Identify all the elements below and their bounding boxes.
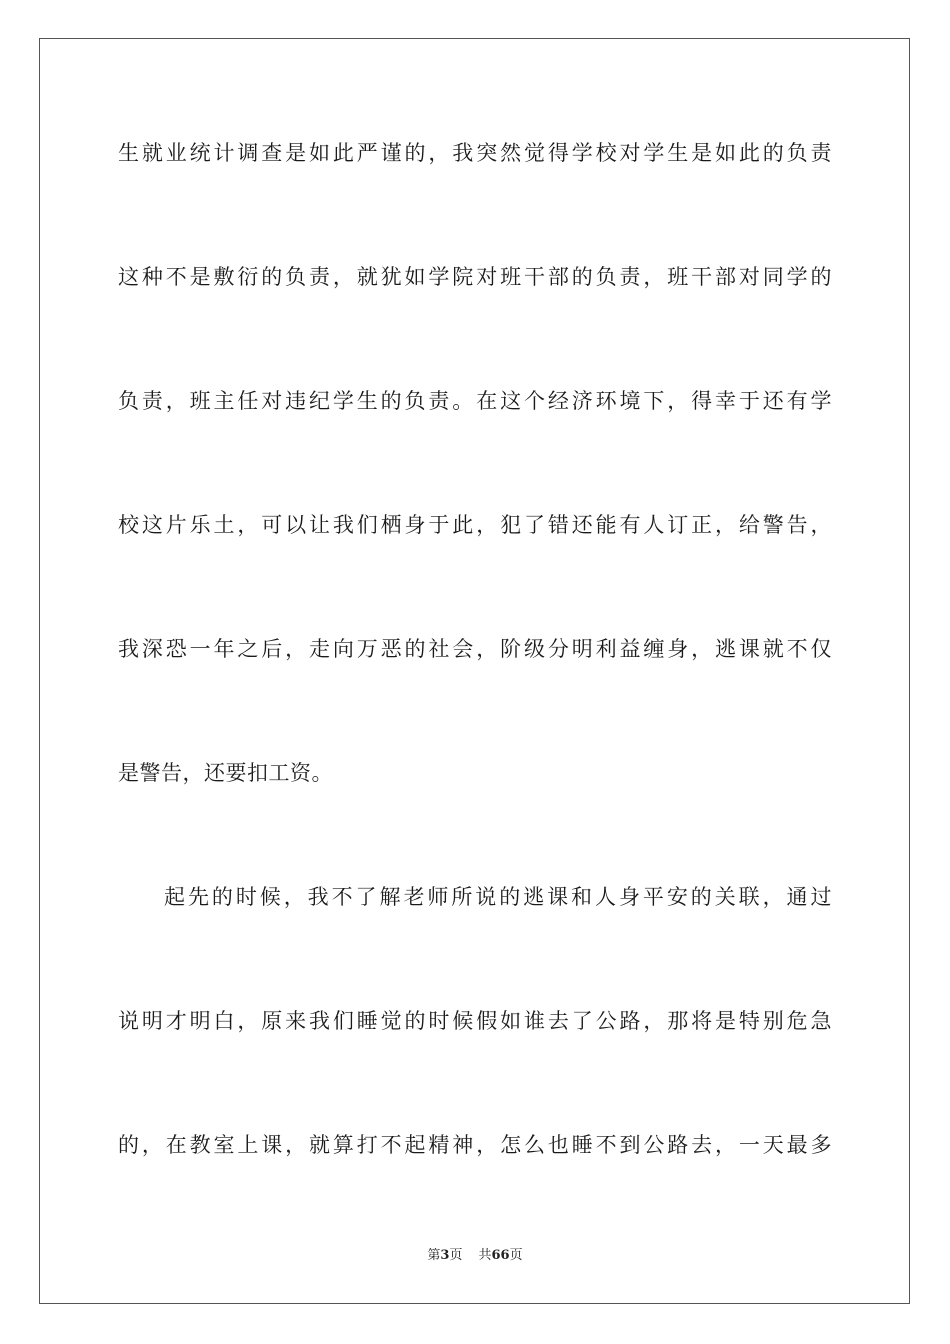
text-line-9: 的，在教室上课，就算打不起精神，怎么也睡不到公路去，一天最多 — [118, 1133, 832, 1157]
text-line-3: 负责，班主任对违纪学生的负责。在这个经济环境下，得幸于还有学 — [118, 389, 832, 413]
page-suffix: 页 — [449, 1248, 463, 1263]
page-border — [39, 38, 910, 1304]
total-pages: 66 — [491, 1248, 510, 1263]
page-prefix: 第 — [427, 1248, 441, 1263]
text-line-2: 这种不是敷衍的负责，就犹如学院对班干部的负责，班干部对同学的 — [118, 265, 832, 289]
text-line-8: 说明才明白，原来我们睡觉的时候假如谁去了公路，那将是特别危急 — [118, 1009, 832, 1033]
text-line-6: 是警告，还要扣工资。 — [118, 761, 333, 785]
total-suffix: 页 — [509, 1248, 523, 1263]
total-prefix: 共 — [478, 1248, 492, 1263]
text-line-4: 校这片乐土，可以让我们栖身于此，犯了错还能有人订正，给警告， — [118, 513, 832, 537]
text-line-7: 起先的时候，我不了解老师所说的逃课和人身平安的关联，通过 — [164, 885, 832, 909]
page-number: 3 — [440, 1248, 450, 1263]
text-line-5: 我深恐一年之后，走向万恶的社会，阶级分明利益缠身，逃课就不仅 — [118, 637, 832, 661]
text-line-1: 生就业统计调查是如此严谨的，我突然觉得学校对学生是如此的负责 — [118, 141, 832, 165]
page-footer — [0, 1247, 950, 1265]
